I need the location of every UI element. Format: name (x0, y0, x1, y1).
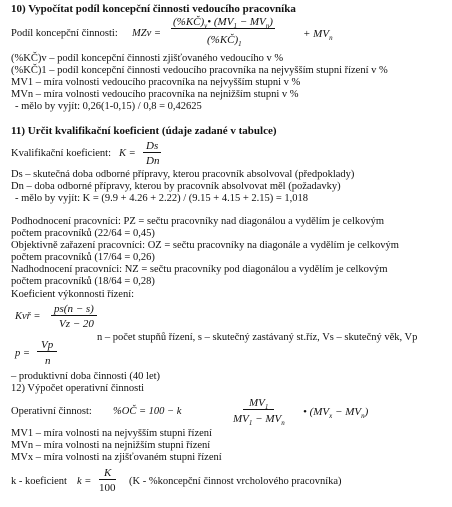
formula-fraction (171, 16, 275, 29)
formula-lhs: K = (119, 148, 136, 159)
expected-result-11: - mělo by vyjít: K = (9.9 + 4.26 + 2.22) / (9.15 + 4.15 + 2.15) = 1,018 (15, 193, 309, 204)
fraction-numerator: $MV_1$ (243, 397, 274, 410)
oz-line-2: počtem pracovníků (17/64 = 0,26) (11, 252, 155, 263)
def-kc-v: (%KČ)v – podíl koncepční činnosti zjišťovaného vedoucího v % (11, 53, 284, 64)
oz-line-1: Objektivně zařazení pracovníci: OZ = sečtu pracovníky na diagonále a vydělím je celkovým (11, 240, 399, 251)
def-ds: Ds – skutečná doba odborné přípravy, kterou pracovník absolvoval (předpoklady) (11, 169, 355, 180)
fraction-numerator: Vp (37, 339, 57, 352)
def-mv1-12: MV1 – míra volnosti na nejvyšším stupni řízení (11, 428, 212, 439)
fraction-denominator: n (45, 355, 51, 367)
def-mvn: MVn – míra volnosti vedoucího pracovníka na nejnižším stupni v % (11, 89, 299, 100)
pz-line-2: počtem pracovníků (22/64 = 0,45) (11, 228, 155, 239)
k-description: (K - %koncepční činnost vrcholového pracovníka) (129, 476, 342, 487)
formula-label: Operativní činnost: (11, 406, 92, 417)
formula-lhs: Kvř = (15, 311, 41, 322)
fraction-denominator: Vz − 20 (59, 318, 94, 330)
def-mv1: MV1 – míra volnosti vedoucího pracovníka na nejvyšším stupni v % (11, 77, 301, 88)
kv-title: Koeficient výkonnosti řízení: (11, 289, 135, 300)
formula-lhs: MZv = (132, 28, 161, 39)
fraction-numerator: ps(n − s) (51, 303, 97, 316)
fraction-numerator: $(\%KČ)_v•$ $(MV_1 - MV_n)$ (173, 16, 273, 31)
def-kc-1: (%KČ)1 – podíl koncepční činnosti vedoucího pracovníka na nejvyšším stupni řízení v % (11, 65, 388, 76)
pz-line-1: Podhodnocení pracovníci: PZ = sečtu pracovníky nad diagonálou a vydělím je celkovým (11, 216, 385, 227)
nz-line-2: počtem pracovníků (18/64 = 0,28) (11, 276, 155, 287)
fraction-denominator: 100 (99, 482, 116, 494)
formula-plus-mvn: + $MV_n$ (303, 28, 333, 43)
section-11-title: 11) Určit kvalifikační koeficient (údaje zadané v tabulce) (11, 125, 277, 137)
fraction-numerator: K (99, 467, 116, 480)
def-mvn-12: MVn – míra volnosti na nejnižším stupni řízení (11, 440, 211, 451)
p-description: – produktivní doba činnosti (40 let) (11, 371, 161, 382)
formula-lhs: k = (77, 476, 92, 487)
expected-result-10: - mělo by vyjít: 0,26(1-0,15) / 0,8 = 0,42625 (15, 101, 202, 112)
fraction-numerator: Ds (143, 140, 161, 153)
def-mvx-12: MVx – míra volnosti na zjišťovaném stupni řízení (11, 452, 222, 463)
formula-lhs: %OČ = 100 − k (113, 406, 182, 417)
def-dn: Dn – doba odborné přípravy, kterou by pracovník absolvovat měl (požadavky) (11, 181, 341, 192)
section-10-title: 10) Vypočítat podíl koncepční činnosti vedoucího pracovníka (11, 3, 296, 15)
kv-description: n – počet stupňů řízení, s – skutečný zastávaný st.říz, Vs – skutečný věk, Vp (97, 332, 418, 343)
nz-line-1: Nadhodnocení pracovníci: NZ = sečtu pracovníky pod diagonálou a vydělím je celkovým (11, 264, 388, 275)
fraction-denominator: $(\%KČ)_1$ (207, 34, 242, 49)
k-label: k - koeficient (11, 476, 67, 487)
fraction-denominator: $MV_1 - MV_n$ (233, 413, 285, 428)
section-12-title: 12) Výpočet operativní činnosti (11, 383, 145, 394)
fraction-denominator: Dn (146, 155, 160, 167)
formula-label: Podíl koncepční činnosti: (11, 28, 118, 39)
formula-tail: • $(MV_x - MV_n)$ (303, 406, 369, 421)
formula-lhs: p = (15, 348, 30, 359)
formula-label: Kvalifikační koeficient: (11, 148, 112, 159)
